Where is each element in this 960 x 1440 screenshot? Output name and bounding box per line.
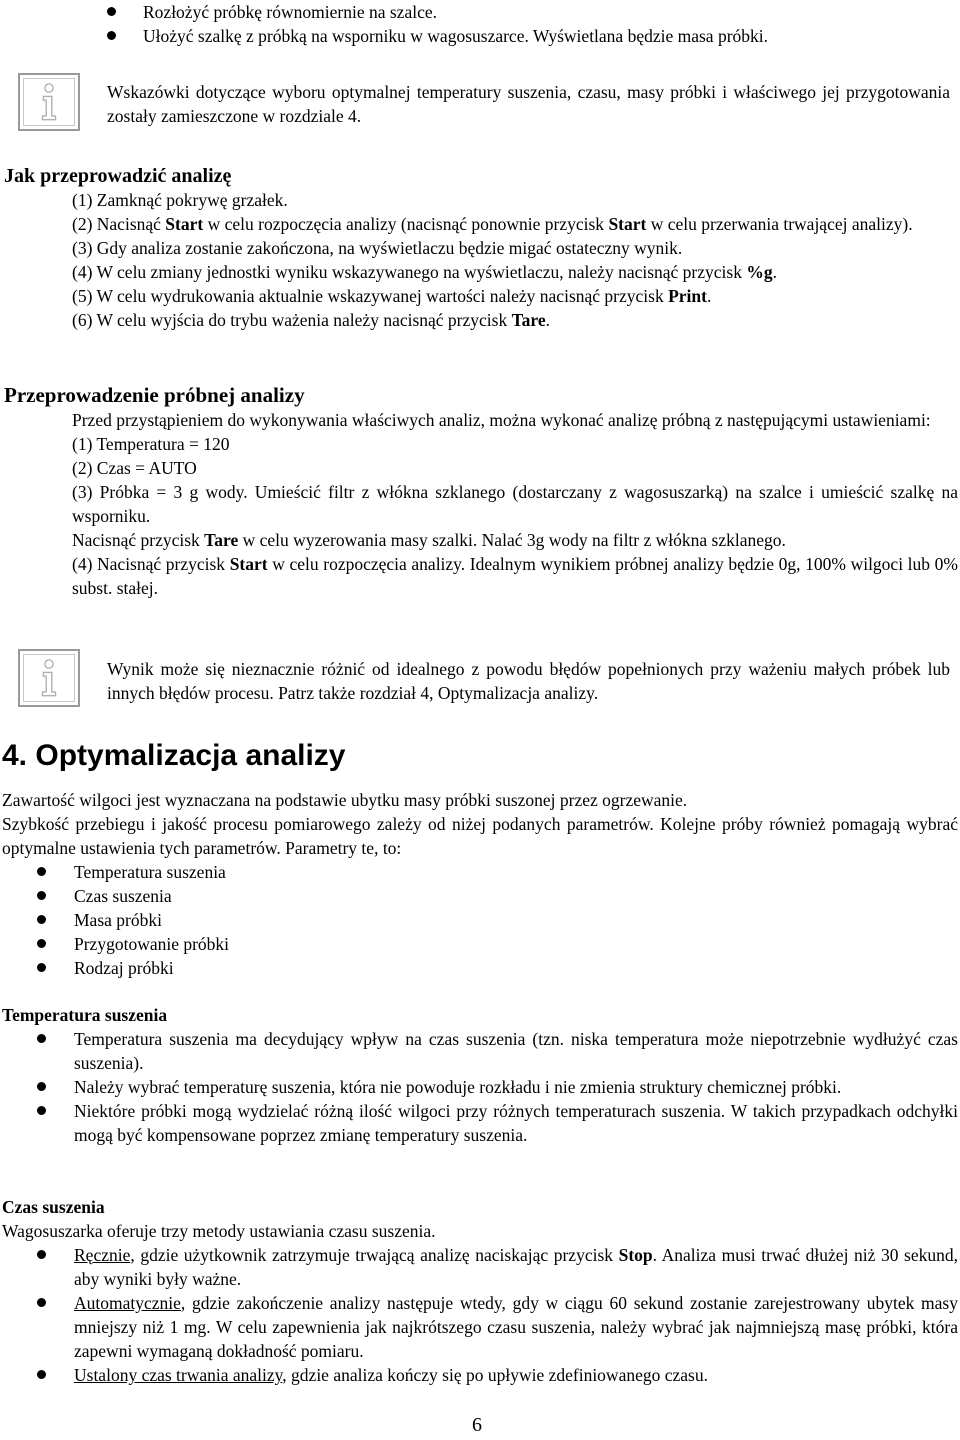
list-item: Automatycznie, gdzie zakończenie analizy następuje wtedy, gdy w ciągu 60 sekund zostanie zarejestrowany ubytek masy mniejszy niż 1 mg. W celu zapewnienia jak najkrótszego czasu suszenia, należy wybrać jak najmniejszą masę próbki, która zapewni wymaganą dokładność pomiaru. — [0, 1291, 958, 1363]
percent-key-label: %g — [746, 262, 773, 282]
tare-key-label: Tare — [511, 310, 546, 330]
step-4: (4) W celu zmiany jednostki wyniku wskazywanego na wyświetlaczu, należy nacisnąć przycisk %g. — [72, 262, 777, 282]
top-bullet-list — [0, 0, 960, 48]
trial-body — [72, 408, 958, 600]
list-item: Temperatura suszenia — [0, 860, 958, 884]
parameter-list — [0, 860, 958, 980]
trial-tare-step: Nacisnąć przycisk Tare w celu wyzerowania masy szalki. Nalać 3g wody na filtr z włókna szklanego. — [72, 530, 786, 550]
print-key-label: Print — [668, 286, 707, 306]
info-note: Wynik może się nieznacznie różnić od idealnego z powodu błędów popełnionych przy ważeniu małych próbek lub innych błędów procesu. Patrz także rozdział 4, Optymalizacja analizy. — [107, 659, 950, 703]
list-item: Niektóre próbki mogą wydzielać różną ilość wilgoci przy różnych temperaturach suszenia. W takich przypadkach odchyłki mogą być kompensowane poprzez zmianę temperatury suszenia. — [0, 1099, 958, 1147]
list-item: Ustalony czas trwania analizy, gdzie analiza kończy się po upływie zdefiniowanego czasu. — [0, 1363, 958, 1387]
list-item: Rodzaj próbki — [0, 956, 958, 980]
info-icon — [18, 649, 80, 707]
step-1: (1) Zamknąć pokrywę grzałek. — [72, 190, 288, 210]
list-item: Masa próbki — [0, 908, 958, 932]
page-number: 6 — [472, 1414, 482, 1436]
stop-key-label: Stop — [618, 1245, 653, 1265]
subsection-heading: Czas suszenia — [2, 1197, 105, 1217]
info-note: Wskazówki dotyczące wyboru optymalnej temperatury suszenia, czasu, masy próbki i właściwego jej przygotowania zostały zamieszczone w rozdziale 4. — [107, 82, 950, 126]
list-item: Ułożyć szalkę z próbką na wsporniku w wagosuszarce. Wyświetlana będzie masa próbki. — [0, 24, 960, 48]
list-item: Rozłożyć próbkę równomiernie na szalce. — [0, 0, 960, 24]
info-icon — [18, 73, 80, 131]
list-item: Należy wybrać temperaturę suszenia, która nie powoduje rozkładu i nie zmienia struktury chemicznej próbki. — [0, 1075, 958, 1099]
analysis-steps — [72, 188, 958, 332]
time-intro: Wagosuszarka oferuje trzy metody ustawiania czasu suszenia. — [2, 1221, 436, 1241]
chapter-title: 4. Optymalizacja analizy — [2, 739, 346, 772]
time-methods-list — [0, 1243, 958, 1387]
paragraph: Szybkość przebiegu i jakość procesu pomiarowego zależy od niżej podanych parametrów. Kolejne próby również pomagają wybrać optymalne ustawienia tych parametrów. Parametry te, to: — [2, 814, 958, 858]
trial-setting-1: (1) Temperatura = 120 — [72, 434, 230, 454]
start-key-label: Start — [608, 214, 647, 234]
subsection-heading: Temperatura suszenia — [2, 1005, 168, 1025]
trial-setting-3: (3) Próbka = 3 g wody. Umieścić filtr z włókna szklanego (dostarczany z wagosuszarką) na szalce i umieścić szalkę na wsporniku. — [72, 482, 958, 526]
section-heading: Jak przeprowadzić analizę — [4, 165, 232, 187]
start-key-label: Start — [229, 554, 268, 574]
step-6: (6) W celu wyjścia do trybu ważenia należy nacisnąć przycisk Tare. — [72, 310, 551, 330]
temperature-list — [0, 1027, 958, 1147]
list-item: Temperatura suszenia ma decydujący wpływ na czas suszenia (tzn. niska temperatura może niepotrzebnie wydłużyć czas suszenia). — [0, 1027, 958, 1075]
step-3: (3) Gdy analiza zostanie zakończona, na wyświetlaczu będzie migać ostateczny wynik. — [72, 238, 683, 258]
start-key-label: Start — [165, 214, 204, 234]
chapter-intro — [2, 788, 958, 860]
step-5: (5) W celu wydrukowania aktualnie wskazywanej wartości należy nacisnąć przycisk Print. — [72, 286, 712, 306]
list-item: Ręcznie, gdzie użytkownik zatrzymuje trwającą analizę naciskając przycisk Stop. Analiza musi trwać dłużej niż 30 sekund, aby wyniki były ważne. — [0, 1243, 958, 1291]
trial-setting-4: (4) Nacisnąć przycisk Start w celu rozpoczęcia analizy. Idealnym wynikiem próbnej analizy będzie 0g, 100% wilgoci lub 0% subst. stałej. — [72, 554, 958, 598]
list-item: Czas suszenia — [0, 884, 958, 908]
trial-intro: Przed przystąpieniem do wykonywania właściwych analiz, można wykonać analizę próbną z następującymi ustawieniami: — [72, 410, 931, 430]
paragraph: Zawartość wilgoci jest wyznaczana na podstawie ubytku masy próbki suszonej przez ogrzewanie. — [2, 790, 688, 810]
step-2: (2) Nacisnąć Start w celu rozpoczęcia analizy (nacisnąć ponownie przycisk Start w celu przerwania trwającej analizy). — [72, 214, 913, 234]
list-item: Przygotowanie próbki — [0, 932, 958, 956]
tare-key-label: Tare — [204, 530, 239, 550]
section-heading: Przeprowadzenie próbnej analizy — [4, 383, 305, 407]
trial-setting-2: (2) Czas = AUTO — [72, 458, 197, 478]
